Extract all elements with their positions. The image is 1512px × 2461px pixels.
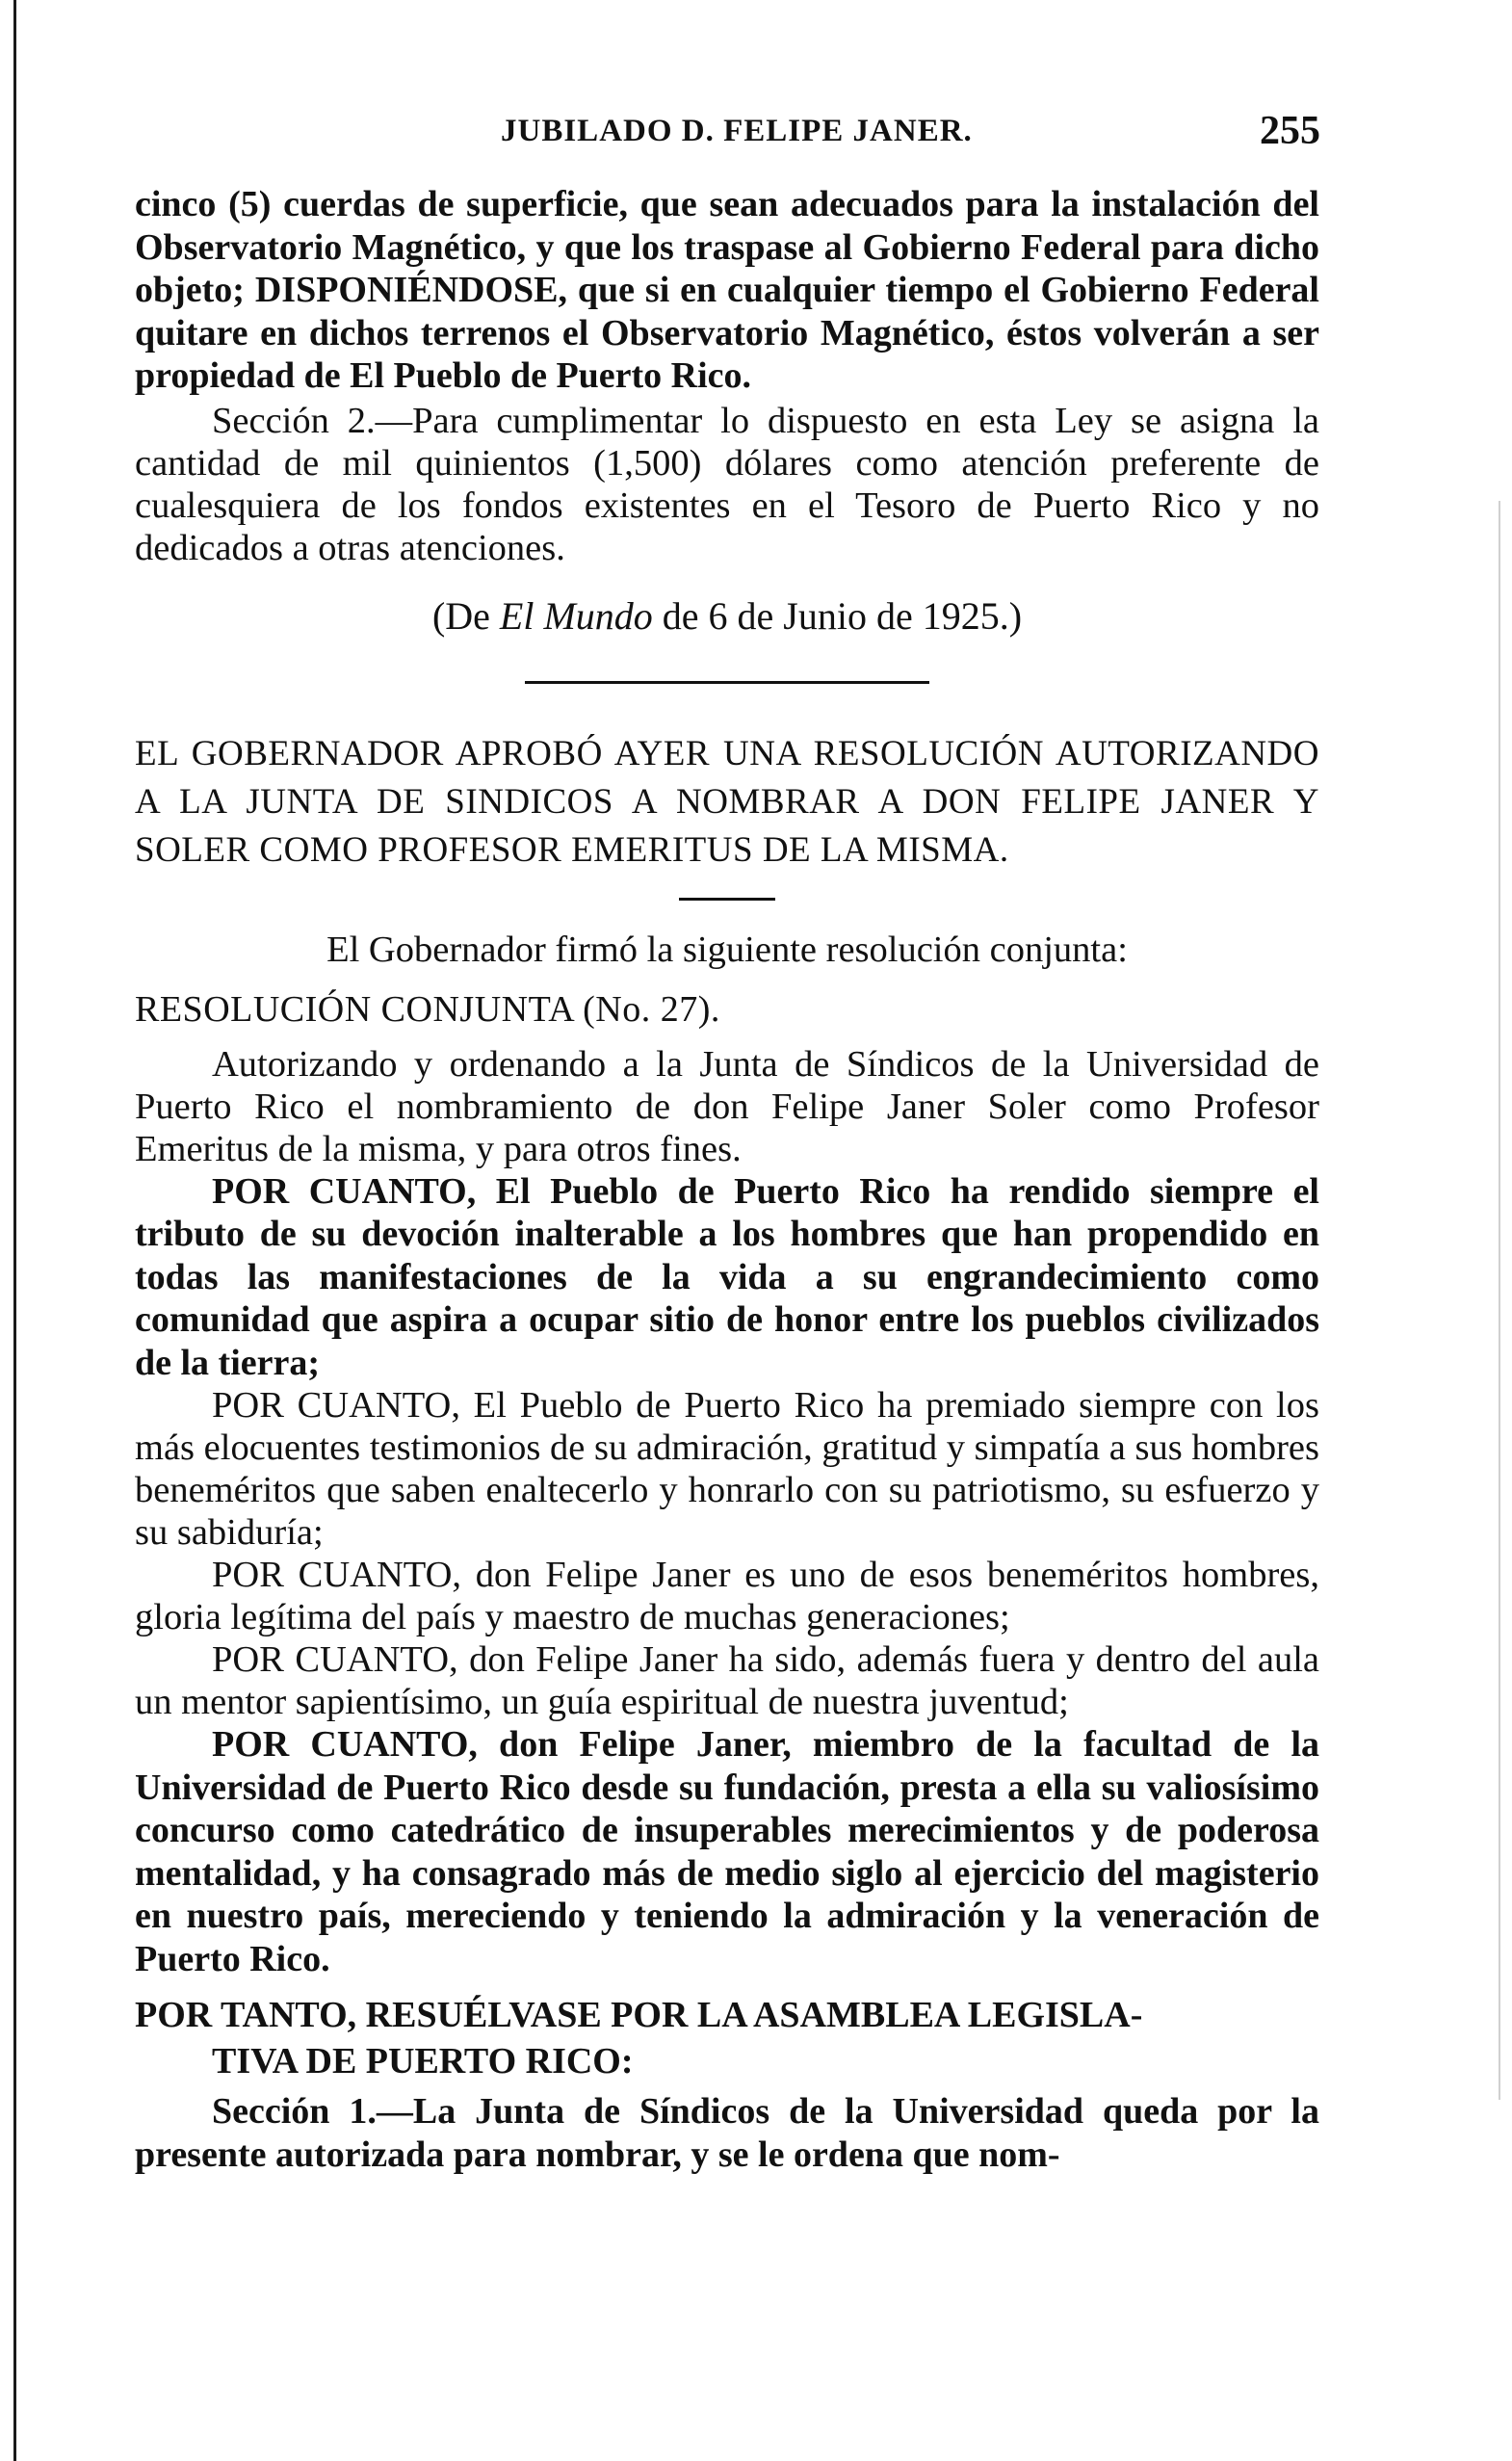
scan-edge-mark [1499, 501, 1500, 2100]
resolution-summary: Autorizando y ordenando a la Junta de Síndicos de la Universidad de Puerto Rico el nombramiento de don Felipe Janer Soler como Profesor Emeritus de la misma, y para otros fines. [135, 1043, 1319, 1169]
whereas-paragraph-4: POR CUANTO, don Felipe Janer ha sido, además fuera y dentro del aula un mentor sapientísimo, un guía espiritual de nuestra juventud; [135, 1639, 1319, 1722]
source-suffix: de 6 de Junio de 1925.) [652, 593, 1023, 638]
paragraph-section-1: Sección 1.—La Junta de Síndicos de la Universidad queda por la presente autorizada para nombrar, y se le ordena que nom- [135, 2091, 1319, 2175]
source-newspaper: El Mundo [499, 593, 653, 638]
page-body [135, 183, 1319, 2176]
page-edge-rule [13, 0, 16, 2461]
resolving-clause-line-1: POR TANTO, RESUÉLVASE POR LA ASAMBLEA LEGISLA- [135, 1995, 1143, 2035]
whereas-paragraph-3: POR CUANTO, don Felipe Janer es uno de esos beneméritos hombres, gloria legítima del país y maestro de muchas generaciones; [135, 1555, 1319, 1637]
whereas-paragraph-1: POR CUANTO, El Pueblo de Puerto Rico ha rendido siempre el tributo de su devoción inalterable a los hombres que han propendido en todas las manifestaciones de la vida a su engrandecimiento como comunidad que aspira a ocupar sitio de honor entre los pueblos civilizados de la tierra; [135, 1170, 1319, 1383]
whereas-paragraph-5: POR CUANTO, don Felipe Janer, miembro de la facultad de la Universidad de Puerto Rico desde su fundación, presta a ella su valiosísimo concurso como catedrático de insuperables merecimientos y de poderosa mentalidad, y ha consagrado más de medio siglo al ejercicio del magisterio en nuestro país, mereciendo y teniendo la admiración y la veneración de Puerto Rico. [135, 1724, 1319, 1979]
source-prefix: (De [431, 593, 500, 638]
running-head: JUBILADO D. FELIPE JANER. [501, 114, 973, 148]
source-citation [135, 592, 1319, 641]
resolving-clause-line-2: TIVA DE PUERTO RICO: [212, 2041, 634, 2081]
whereas-paragraph-2: POR CUANTO, El Pueblo de Puerto Rico ha premiado siempre con los más elocuentes testimonios de su admiración, gratitud y simpatía a sus hombres beneméritos que saben enaltecerlo y honrarlo con su patriotismo, su esfuerzo y su sabiduría; [135, 1385, 1319, 1553]
paragraph-continuation: cinco (5) cuerdas de superficie, que sean adecuados para la instalación del Observatorio Magnético, y que los traspase al Gobierno Federal para dicho objeto; DISPONIÉNDOSE, que si en cualquier tiempo el Gobierno Federal quitare en dichos terrenos el Observatorio Magnético, éstos volverán a ser propiedad de El Pueblo de Puerto Rico. [135, 184, 1319, 396]
article-intro: El Gobernador firmó la siguiente resolución conjunta: [326, 929, 1128, 970]
headline-divider [679, 898, 775, 901]
paragraph-section-2: Sección 2.—Para cumplimentar lo dispuesto en esta Ley se asigna la cantidad de mil quinientos (1,500) dólares como atención preferente de cualesquiera de los fondos existentes en el Tesoro de Puerto Rico y no dedicados a otras atenciones. [135, 400, 1319, 568]
section-divider [525, 681, 929, 684]
article-headline: EL GOBERNADOR APROBÓ AYER UNA RESOLUCIÓN AUTORIZANDO A LA JUNTA DE SINDICOS A NOMBRAR A DON FELIPE JANER Y SOLER COMO PROFESOR EMERITUS DE LA MISMA. [135, 733, 1319, 870]
page-number: 255 [1260, 109, 1320, 153]
resolution-title: RESOLUCIÓN CONJUNTA (No. 27). [135, 988, 720, 1030]
resolving-clause [135, 1992, 1319, 2084]
